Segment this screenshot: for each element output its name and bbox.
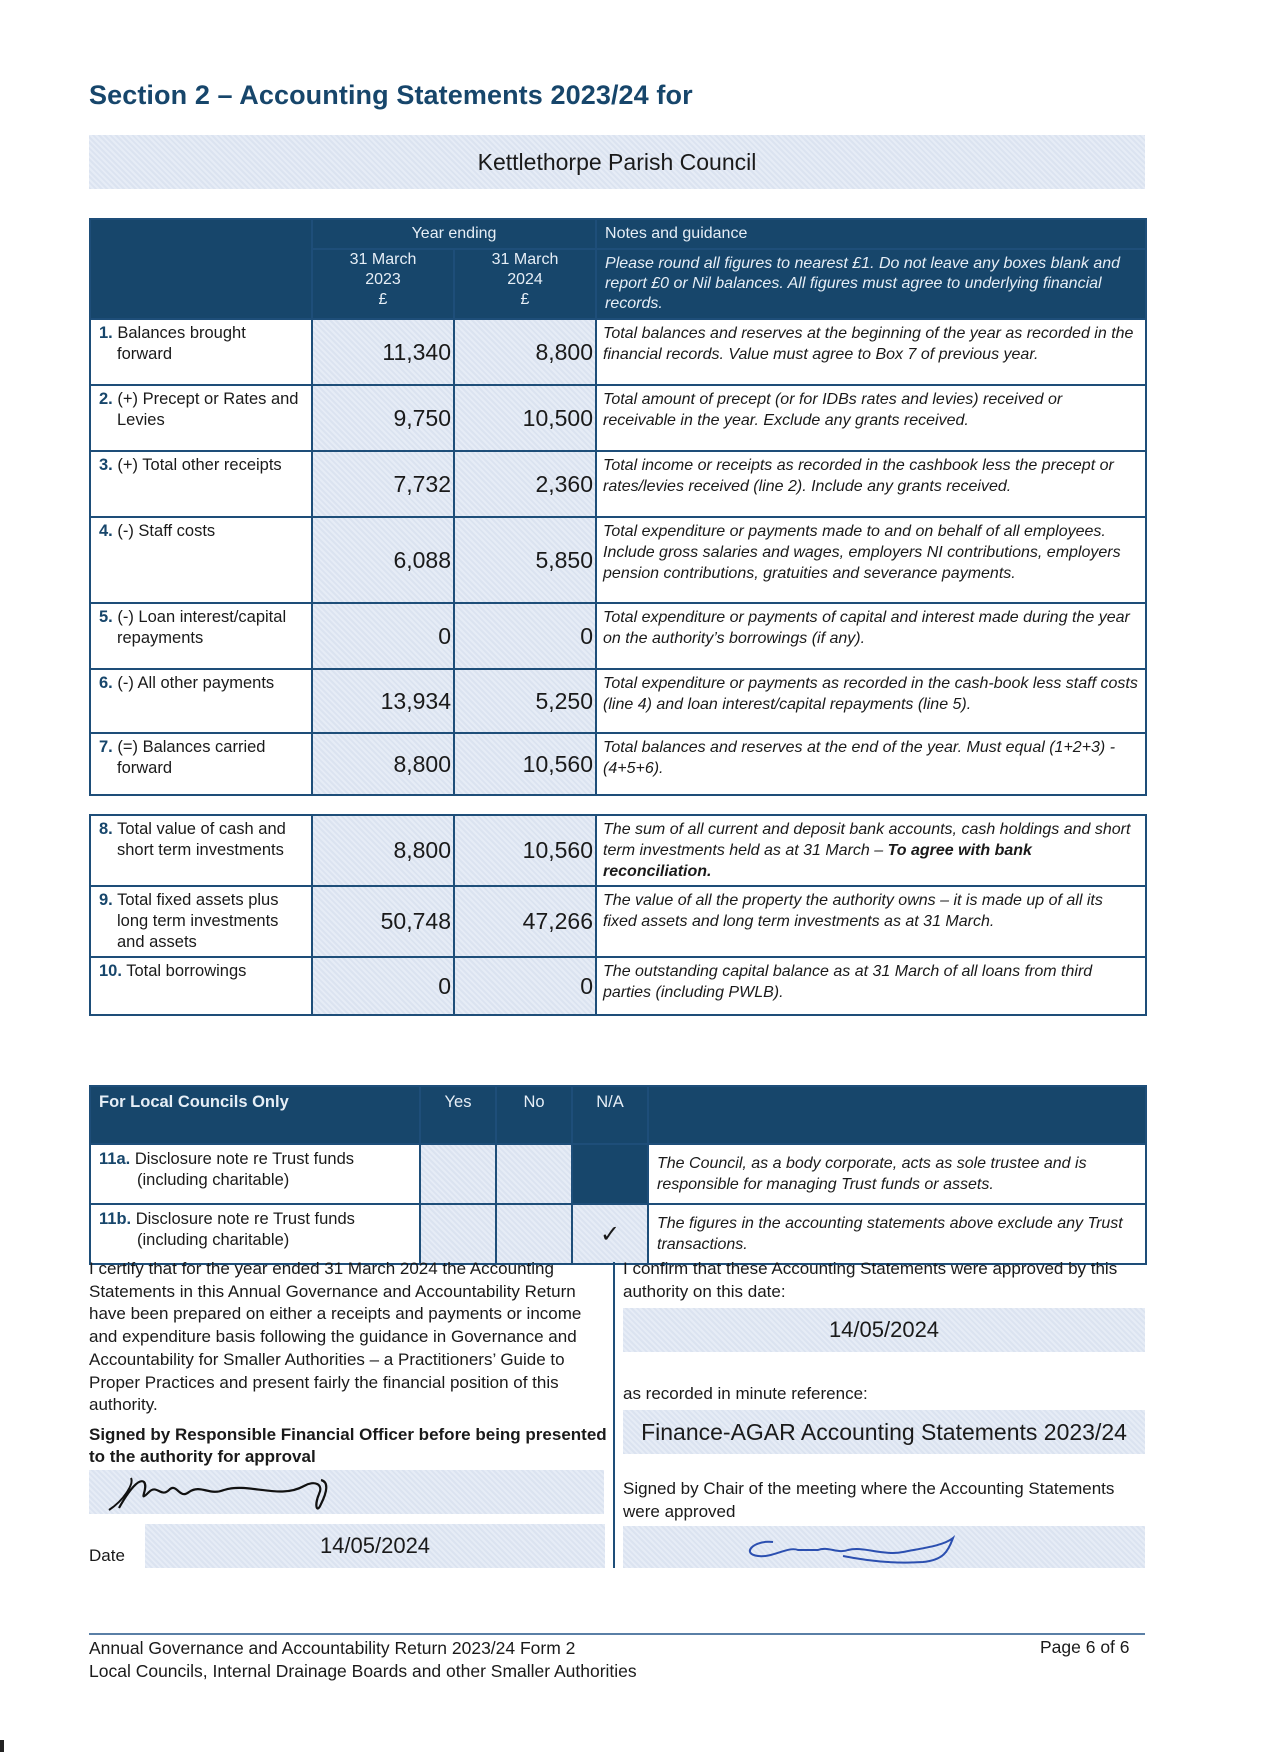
row-label-line2: short term investments [117,841,284,859]
section-title: Section 2 – Accounting Statements 2023/24 for [89,80,693,110]
row-note: Total expenditure or payments of capital and interest made during the year on the authority’s borrowings (if any). [596,603,1146,669]
local-councils-table [89,1085,1147,1265]
row-label [90,886,312,957]
row-label [90,669,312,733]
row-label [90,603,312,669]
row-number: 9. [99,891,113,909]
row-label-line2: repayments [117,629,204,647]
value-2023[interactable]: 8,800 [312,815,454,886]
trust-label-line2: (including charitable) [137,1171,290,1189]
row-label-line1: (-) All other payments [117,674,275,692]
vertical-divider [613,1262,615,1568]
statement-row [90,517,1146,603]
col-2023-header [312,249,454,319]
minute-reference-field[interactable] [623,1410,1145,1454]
yes-checkbox[interactable] [420,1204,496,1264]
chair-signed-label: Signed by Chair of the meeting where the Accounting Statements were approved [623,1479,1115,1521]
value-2024[interactable]: 2,360 [454,451,596,517]
table-header-row-1 [90,219,1146,249]
council-name: Kettlethorpe Parish Council [477,148,757,175]
footer-line-1: Annual Governance and Accountability Return 2023/24 Form 2 [89,1638,576,1658]
row-number: 2. [99,390,113,408]
rfo-signature-icon [89,1470,604,1514]
statement-row [90,733,1146,795]
row-note [596,815,1146,886]
no-header: No [496,1086,572,1144]
row-label-line1: (+) Precept or Rates and [117,390,299,408]
accounting-statements-table [89,218,1147,1016]
col-2024-header [454,249,596,319]
row-number: 3. [99,456,113,474]
rfo-date-value: 14/05/2024 [319,1533,431,1558]
row-label [90,733,312,795]
row-label-line1: (-) Staff costs [117,522,216,540]
value-2023[interactable]: 0 [312,957,454,1015]
council-name-field[interactable] [89,135,1145,189]
trust-fund-row [90,1144,1146,1204]
row-label [90,319,312,385]
rfo-certification-text: I certify that for the year ended 31 March 2024 the Accounting Statements in this Annual Governance and Accountability Return have been prepared on either a receipts and payments or income and expenditure basis following the guidance in Governance and Accountability for Smaller Authorities – a Practitioners’ Guide to Proper Practices and present fairly the financial position of this authority. [89,1259,582,1415]
col-2024-currency: £ [520,291,530,308]
value-2023[interactable]: 50,748 [312,886,454,957]
row-label-line1: (=) Balances carried [117,738,266,756]
row-note: Total expenditure or payments as recorded in the cash-book less staff costs (line 4) and loan interest/capital repayments (line 5). [596,669,1146,733]
rfo-date-field[interactable] [145,1524,605,1568]
minute-reference-value: Finance-AGAR Accounting Statements 2023/24 [641,1418,1127,1445]
statement-row [90,815,1146,886]
na-checkbox[interactable]: ✓ [572,1204,648,1264]
statement-row [90,603,1146,669]
row-note-text: The value of all the property the authority owns – it is made up of all its fixed assets and long term investments as at 31 March. [603,892,1103,930]
page-number: Page 6 of 6 [1040,1637,1130,1657]
value-2024[interactable]: 0 [454,957,596,1015]
year-ending-header: Year ending [312,219,596,249]
row-label-line2: forward [117,759,173,777]
header-blank-cell [90,219,312,319]
approval-confirm-text: I confirm that these Accounting Statements were approved by this authority on this date: [623,1259,1118,1301]
row-number: 8. [99,820,113,838]
value-2024[interactable]: 10,560 [454,733,596,795]
row-label-line1: (-) Loan interest/capital [117,608,287,626]
value-2024[interactable]: 47,266 [454,886,596,957]
row-label-line2: forward [117,345,173,363]
row-note-text: The sum of all current and deposit bank accounts, cash holdings and short term investments held as at 31 March – [603,821,1131,859]
yes-header: Yes [420,1086,496,1144]
value-2023[interactable]: 7,732 [312,451,454,517]
row-number: 11b. [99,1210,132,1228]
row-label [90,385,312,451]
row-label-line2: Levies [117,411,165,429]
statement-row [90,385,1146,451]
row-number: 10. [99,962,122,980]
rfo-date-label: Date [89,1546,125,1565]
chair-signature-field[interactable] [623,1526,1145,1568]
row-label [90,815,312,886]
row-note: Total balances and reserves at the beginning of the year as recorded in the financial records. Value must agree to Box 7 of previous year. [596,319,1146,385]
no-checkbox[interactable] [496,1204,572,1264]
row-note: Total income or receipts as recorded in the cashbook less the precept or rates/levies received (line 2). Include any grants received. [596,451,1146,517]
statement-row [90,451,1146,517]
col-2023-currency: £ [378,291,388,308]
row-label-line3: and assets [117,933,197,951]
row-label-line1: (+) Total other receipts [117,456,282,474]
value-2024[interactable]: 0 [454,603,596,669]
trust-row-note: The figures in the accounting statements above exclude any Trust transactions. [648,1204,1146,1264]
trust-row-label [90,1144,420,1204]
trust-row-label [90,1204,420,1264]
trust-label-line2: (including charitable) [137,1231,290,1249]
row-note: Total expenditure or payments made to and on behalf of all employees. Include gross salaries and wages, employers NI contributions, employers pension contributions, gratuities and severance payments. [596,517,1146,603]
rfo-signed-by-label: Signed by Responsible Financial Officer before being presented to the authority for approval [89,1425,607,1466]
row-label-line1: Total fixed assets plus [117,891,279,909]
trust-label-line1: Disclosure note re Trust funds [134,1150,354,1168]
row-number: 4. [99,522,113,540]
approval-date-value: 14/05/2024 [828,1317,940,1342]
value-2024[interactable]: 10,500 [454,385,596,451]
trust-fund-row [90,1204,1146,1264]
row-number: 7. [99,738,113,756]
row-label-line1: Total borrowings [126,962,247,980]
local-councils-header-row [90,1086,1146,1144]
chair-signature-icon [623,1526,1145,1568]
value-2023[interactable]: 9,750 [312,385,454,451]
statement-row [90,886,1146,957]
row-label-line2: long term investments [117,912,279,930]
scan-edge-mark [0,1740,4,1752]
value-2024[interactable]: 10,560 [454,815,596,886]
statement-row [90,319,1146,385]
row-note: Total amount of precept (or for IDBs rates and levies) received or receivable in the year. Exclude any grants received. [596,385,1146,451]
row-number: 6. [99,674,113,692]
trust-label-line1: Disclosure note re Trust funds [135,1210,355,1228]
approval-date-field[interactable] [623,1308,1145,1352]
statement-row [90,669,1146,733]
no-checkbox[interactable] [496,1144,572,1204]
row-label [90,451,312,517]
minute-reference-label: as recorded in minute reference: [623,1384,868,1403]
footer-line-2: Local Councils, Internal Drainage Boards and other Smaller Authorities [89,1660,637,1681]
col-2024-line1: 31 March [491,251,559,268]
value-2023[interactable]: 11,340 [312,319,454,385]
trust-row-note: The Council, as a body corporate, acts as sole trustee and is responsible for managing Trust funds or assets. [648,1144,1146,1204]
value-2024[interactable]: 8,800 [454,319,596,385]
row-note-text: The outstanding capital balance as at 31 March of all loans from third parties (including PWLB). [603,963,1093,1001]
notes-header: Notes and guidance [596,219,1146,249]
col-2023-line1: 31 March [349,251,417,268]
row-note [596,886,1146,957]
rfo-signature-field[interactable] [89,1470,604,1514]
local-councils-notes-header [648,1086,1146,1144]
row-label [90,517,312,603]
na-checkbox [572,1144,648,1204]
yes-checkbox[interactable] [420,1144,496,1204]
local-councils-header: For Local Councils Only [90,1086,420,1144]
row-label-line1: Total value of cash and [117,820,286,838]
footer-form-info [89,1637,637,1682]
row-number: 1. [99,324,113,342]
row-note [596,957,1146,1015]
col-2023-line2: 2023 [365,271,401,288]
col-2024-line2: 2024 [507,271,543,288]
row-label [90,957,312,1015]
spacer [90,795,1146,815]
footer-divider [89,1633,1145,1635]
guidance-text: Please round all figures to nearest £1. Do not leave any boxes blank and report £0 or Nil balances. All figures must agree to underlying financial records. [596,249,1146,319]
statement-row [90,957,1146,1015]
value-2023[interactable]: 6,088 [312,517,454,603]
value-2023[interactable]: 8,800 [312,733,454,795]
na-header: N/A [572,1086,648,1144]
row-label-line1: Balances brought [117,324,246,342]
value-2023[interactable]: 13,934 [312,669,454,733]
row-note: Total balances and reserves at the end of the year. Must equal (1+2+3) - (4+5+6). [596,733,1146,795]
row-note-bold: To agree with bank reconciliation. [603,842,1032,880]
value-2023[interactable]: 0 [312,603,454,669]
value-2024[interactable]: 5,850 [454,517,596,603]
row-number: 5. [99,608,113,626]
value-2024[interactable]: 5,250 [454,669,596,733]
row-number: 11a. [99,1150,131,1168]
